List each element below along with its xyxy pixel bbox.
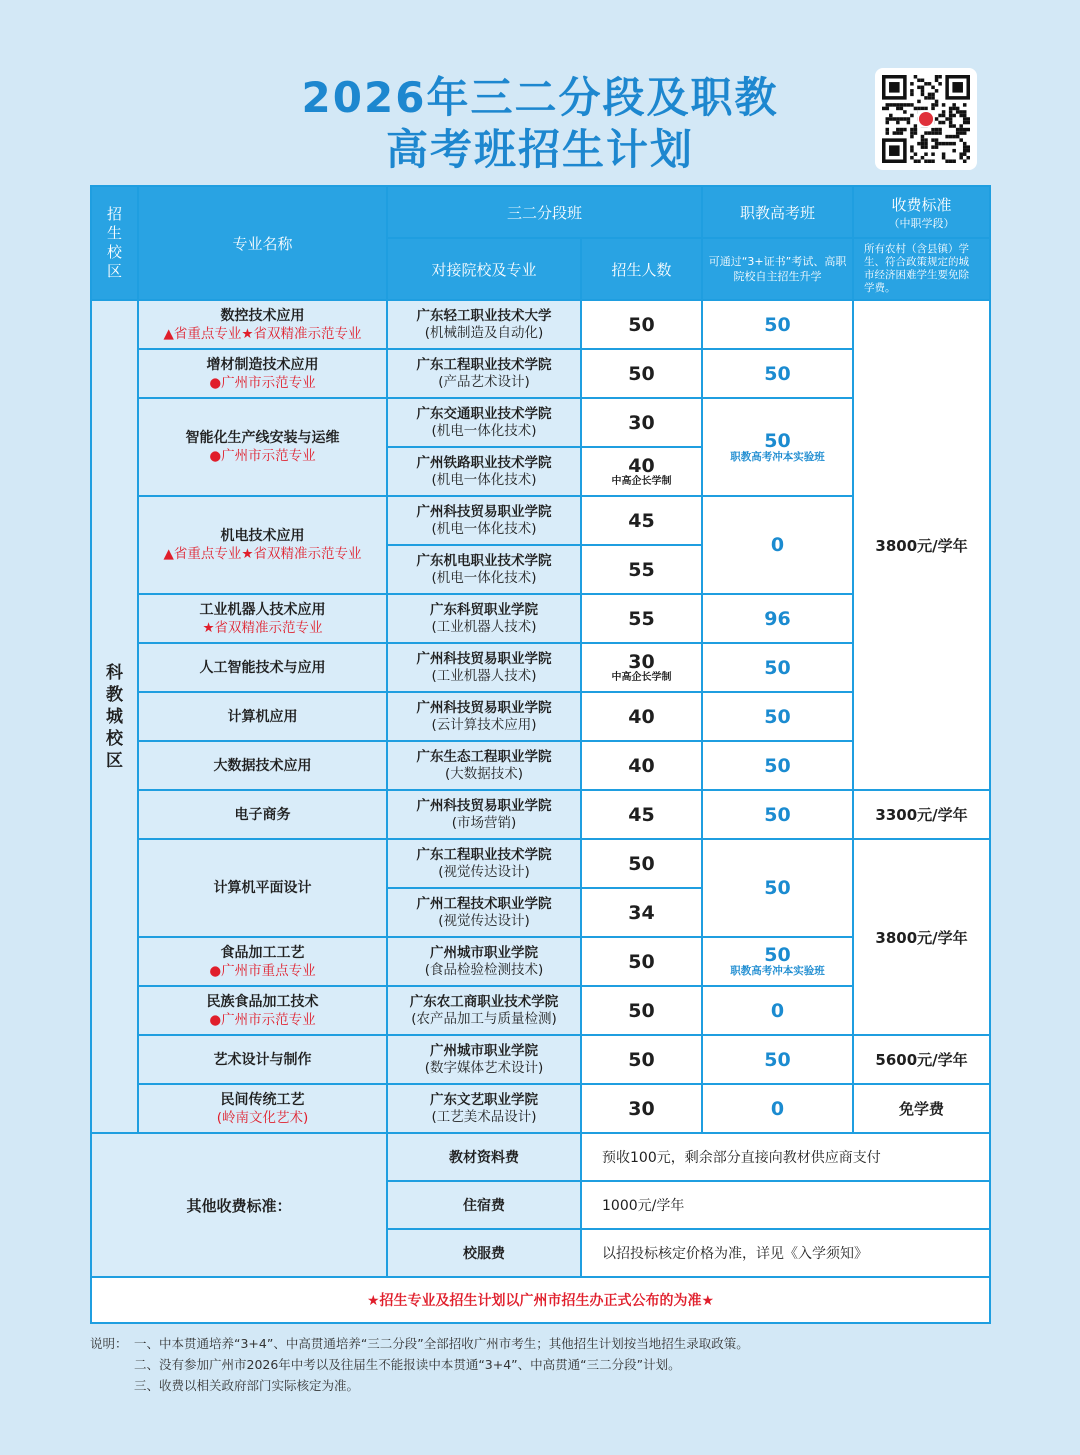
major-tag: ●广州市示范专业 xyxy=(209,374,316,391)
school-cell xyxy=(387,839,581,888)
enroll-count-cell xyxy=(581,741,702,790)
exam-count: 50 xyxy=(764,705,791,728)
exam-count-cell xyxy=(702,790,853,839)
enroll-count-cell xyxy=(581,986,702,1035)
enroll-count-cell xyxy=(581,349,702,398)
major-name: 民族食品加工技术 xyxy=(206,993,319,1010)
exam-count: 50 xyxy=(764,313,791,336)
exam-count: 50 xyxy=(764,1048,791,1071)
header-fee-note: 所有农村（含县镇）学生、符合政策规定的城市经济困难学生要免除学费。 xyxy=(853,238,990,300)
table-row xyxy=(91,1035,990,1084)
header-fee-sub: （中职学段） xyxy=(888,216,955,230)
enroll-count-cell xyxy=(581,545,702,594)
header-campus xyxy=(91,186,138,300)
school-name: 广州工程技术职业学院 xyxy=(416,895,552,912)
exam-count-cell xyxy=(702,594,853,643)
school-specialty: (产品艺术设计) xyxy=(438,373,530,390)
exam-count-cell xyxy=(702,1084,853,1133)
header-exam-class: 职教高考班 xyxy=(702,186,853,238)
other-fee-value: 1000元/学年 xyxy=(581,1181,990,1229)
school-cell xyxy=(387,545,581,594)
major-name: 数控技术应用 xyxy=(220,307,305,324)
table-row xyxy=(91,839,990,888)
school-cell xyxy=(387,447,581,496)
school-specialty: (农产品加工与质量检测) xyxy=(411,1010,557,1027)
major-cell xyxy=(138,692,387,741)
major-tag: ●广州市重点专业 xyxy=(209,962,316,979)
exam-count: 96 xyxy=(764,607,791,630)
major-name: 电子商务 xyxy=(234,806,291,823)
exam-count-cell xyxy=(702,1035,853,1084)
major-name: 大数据技术应用 xyxy=(213,757,312,774)
school-cell xyxy=(387,937,581,986)
major-cell xyxy=(138,398,387,496)
enroll-count-cell xyxy=(581,496,702,545)
school-cell xyxy=(387,594,581,643)
enroll-count: 45 xyxy=(628,509,655,532)
school-specialty: (食品检验检测技术) xyxy=(424,961,544,978)
major-cell xyxy=(138,1084,387,1133)
major-cell xyxy=(138,839,387,937)
school-cell xyxy=(387,398,581,447)
enrollment-plan-table xyxy=(90,185,991,1324)
exam-count: 0 xyxy=(770,999,785,1022)
exam-count: 50 xyxy=(764,656,791,679)
major-cell xyxy=(138,790,387,839)
exam-count-cell xyxy=(702,741,853,790)
note-line: 二、没有参加广州市2026年中考以及往届生不能报读中本贯通“3+4”、中高贯通“三二分段”计划。 xyxy=(134,1357,681,1372)
enroll-count-cell xyxy=(581,888,702,937)
header-fee xyxy=(853,186,990,238)
enroll-count-cell xyxy=(581,643,702,692)
exam-count-cell xyxy=(702,643,853,692)
school-cell xyxy=(387,349,581,398)
enroll-count: 55 xyxy=(628,558,655,581)
school-specialty: (工艺美术品设计) xyxy=(431,1108,537,1125)
other-fee-name: 教材资料费 xyxy=(387,1133,581,1181)
school-name: 广州铁路职业技术学院 xyxy=(416,454,552,471)
school-specialty: (机电一体化技术) xyxy=(431,422,537,439)
school-specialty: (视觉传达设计) xyxy=(438,912,530,929)
enroll-count-cell xyxy=(581,594,702,643)
major-cell xyxy=(138,643,387,692)
footer-note: ★招生专业及招生计划以广州市招生办正式公布的为准★ xyxy=(91,1277,990,1323)
enroll-count-cell xyxy=(581,790,702,839)
exam-count: 50 xyxy=(764,803,791,826)
header-sanerfenduan: 三二分段班 xyxy=(387,186,702,238)
campus-name: 科 教 城 校 区 xyxy=(106,662,123,771)
exam-count-cell xyxy=(702,496,853,594)
header-campus-text: 招 生 校 区 xyxy=(106,205,122,280)
school-name: 广州科技贸易职业学院 xyxy=(416,650,552,667)
school-name: 广州科技贸易职业学院 xyxy=(416,797,552,814)
major-tag: ★省双精准示范专业 xyxy=(202,619,323,636)
major-name: 人工智能技术与应用 xyxy=(199,659,326,676)
enroll-count-cell xyxy=(581,692,702,741)
school-name: 广东工程职业技术学院 xyxy=(416,356,552,373)
note-line: 三、收费以相关政府部门实际核定为准。 xyxy=(134,1378,360,1393)
enroll-count: 45 xyxy=(628,803,655,826)
table-row xyxy=(91,790,990,839)
exam-count-cell xyxy=(702,349,853,398)
major-cell xyxy=(138,496,387,594)
school-cell xyxy=(387,300,581,349)
school-specialty: (工业机器人技术) xyxy=(431,667,537,684)
school-cell xyxy=(387,741,581,790)
exam-count: 50 xyxy=(764,754,791,777)
enroll-count: 34 xyxy=(628,901,655,924)
enroll-count-note: 中高企长学制 xyxy=(611,671,672,683)
fee-cell: 免学费 xyxy=(853,1084,990,1133)
fee-cell: 3800元/学年 xyxy=(853,300,990,790)
notes-section xyxy=(90,1333,990,1396)
exam-count-cell xyxy=(702,839,853,937)
school-specialty: (机电一体化技术) xyxy=(431,520,537,537)
school-specialty: (机电一体化技术) xyxy=(431,471,537,488)
school-name: 广东农工商职业技术学院 xyxy=(409,993,559,1010)
major-name: 民间传统工艺 xyxy=(220,1091,305,1108)
exam-count: 50 xyxy=(764,429,791,452)
school-specialty: (机电一体化技术) xyxy=(431,569,537,586)
enroll-count: 50 xyxy=(628,852,655,875)
major-cell xyxy=(138,937,387,986)
school-name: 广东机电职业技术学院 xyxy=(416,552,552,569)
school-cell xyxy=(387,790,581,839)
enroll-count: 50 xyxy=(628,362,655,385)
header-major: 专业名称 xyxy=(138,186,387,300)
enroll-count-cell xyxy=(581,1035,702,1084)
fee-cell: 3300元/学年 xyxy=(853,790,990,839)
table-row xyxy=(91,1084,990,1133)
school-name: 广东生态工程职业学院 xyxy=(416,748,552,765)
enroll-count-note: 中高企长学制 xyxy=(611,475,672,487)
major-name: 食品加工工艺 xyxy=(220,944,305,961)
major-name: 计算机平面设计 xyxy=(213,880,312,896)
school-cell xyxy=(387,1084,581,1133)
exam-count: 0 xyxy=(770,1097,785,1120)
enroll-count: 50 xyxy=(628,999,655,1022)
major-name: 艺术设计与制作 xyxy=(213,1051,312,1068)
enroll-count-cell xyxy=(581,447,702,496)
exam-count-cell xyxy=(702,300,853,349)
major-tag: (岭南文化艺术) xyxy=(216,1109,309,1126)
enroll-count: 55 xyxy=(628,607,655,630)
enroll-count: 40 xyxy=(628,754,655,777)
exam-count-cell xyxy=(702,937,853,986)
enroll-count: 40 xyxy=(628,454,655,477)
major-name: 智能化生产线安装与运维 xyxy=(185,430,340,446)
major-name: 增材制造技术应用 xyxy=(206,356,319,373)
school-cell xyxy=(387,888,581,937)
major-cell xyxy=(138,1035,387,1084)
note-line: 一、中本贯通培养“3+4”、中高贯通培养“三二分段”全部招收广州市考生；其他招生计划按当地招生录取政策。 xyxy=(134,1336,749,1351)
qr-code-icon[interactable] xyxy=(875,68,977,170)
school-specialty: (市场营销) xyxy=(451,814,517,831)
school-name: 广州城市职业学院 xyxy=(430,944,538,961)
other-fee-name: 校服费 xyxy=(387,1229,581,1277)
major-name: 机电技术应用 xyxy=(220,528,305,544)
exam-count-cell xyxy=(702,398,853,496)
header-enroll: 招生人数 xyxy=(581,238,702,300)
header-exam-note: 可通过“3+证书”考试、高职院校自主招生升学 xyxy=(702,238,853,300)
qr-code-graphic xyxy=(882,75,970,163)
school-cell xyxy=(387,986,581,1035)
exam-count-note: 职教高考冲本实验班 xyxy=(730,450,825,463)
enroll-count: 50 xyxy=(628,313,655,336)
exam-count-cell xyxy=(702,692,853,741)
major-cell xyxy=(138,300,387,349)
school-name: 广东科贸职业学院 xyxy=(430,601,538,618)
major-cell xyxy=(138,349,387,398)
notes-label: 说明： xyxy=(90,1336,128,1351)
header-fee-label: 收费标准 xyxy=(891,195,952,214)
exam-count: 0 xyxy=(770,534,785,556)
school-name: 广州科技贸易职业学院 xyxy=(416,699,552,716)
enroll-count-cell xyxy=(581,398,702,447)
exam-count-note: 职教高考冲本实验班 xyxy=(730,965,825,977)
major-name: 计算机应用 xyxy=(227,708,298,725)
enroll-count-cell xyxy=(581,839,702,888)
campus-cell xyxy=(91,300,138,1133)
fee-cell: 5600元/学年 xyxy=(853,1035,990,1084)
major-cell xyxy=(138,986,387,1035)
school-name: 广州城市职业学院 xyxy=(430,1042,538,1059)
enroll-count: 50 xyxy=(628,950,655,973)
enroll-count: 30 xyxy=(628,411,655,434)
exam-count: 50 xyxy=(764,362,791,385)
fee-cell: 3800元/学年 xyxy=(853,839,990,1035)
exam-count: 50 xyxy=(764,877,791,899)
major-tag: ▲省重点专业★省双精准示范专业 xyxy=(163,325,362,342)
school-name: 广州科技贸易职业学院 xyxy=(416,503,552,520)
school-cell xyxy=(387,1035,581,1084)
other-fee-name: 住宿费 xyxy=(387,1181,581,1229)
school-specialty: (工业机器人技术) xyxy=(431,618,537,635)
major-cell xyxy=(138,594,387,643)
major-name: 工业机器人技术应用 xyxy=(199,601,326,618)
enroll-count: 30 xyxy=(628,1097,655,1120)
school-cell xyxy=(387,692,581,741)
header-school: 对接院校及专业 xyxy=(387,238,581,300)
other-fee-value: 以招投标核定价格为准，详见《入学须知》 xyxy=(581,1229,990,1277)
school-specialty: (视觉传达设计) xyxy=(438,863,530,880)
school-name: 广东轻工职业技术大学 xyxy=(416,307,552,324)
major-tag: ●广州市示范专业 xyxy=(209,1011,316,1028)
major-tag: ●广州市示范专业 xyxy=(209,448,316,464)
major-tag: ▲省重点专业★省双精准示范专业 xyxy=(163,546,362,562)
enroll-count: 40 xyxy=(628,705,655,728)
school-cell xyxy=(387,496,581,545)
exam-count: 50 xyxy=(764,944,791,966)
school-cell xyxy=(387,643,581,692)
school-specialty: (数字媒体艺术设计) xyxy=(424,1059,544,1076)
enroll-count: 30 xyxy=(628,650,655,673)
enroll-count: 50 xyxy=(628,1048,655,1071)
school-name: 广东文艺职业学院 xyxy=(430,1091,538,1108)
school-name: 广东工程职业技术学院 xyxy=(416,846,552,863)
page-title-line2: 高考班招生计划 xyxy=(385,125,694,174)
other-fee-value: 预收100元，剩余部分直接向教材供应商支付 xyxy=(581,1133,990,1181)
exam-count-cell xyxy=(702,986,853,1035)
school-specialty: (云计算技术应用) xyxy=(431,716,537,733)
major-cell xyxy=(138,741,387,790)
school-specialty: (大数据技术) xyxy=(444,765,524,782)
page-title-line1: 2026年三二分段及职教 xyxy=(301,73,779,122)
enroll-count-cell xyxy=(581,937,702,986)
enroll-count-cell xyxy=(581,1084,702,1133)
other-fees-label: 其他收费标准： xyxy=(91,1133,387,1277)
school-name: 广东交通职业技术学院 xyxy=(416,405,552,422)
school-specialty: (机械制造及自动化) xyxy=(424,324,544,341)
enroll-count-cell xyxy=(581,300,702,349)
table-row xyxy=(91,300,990,349)
